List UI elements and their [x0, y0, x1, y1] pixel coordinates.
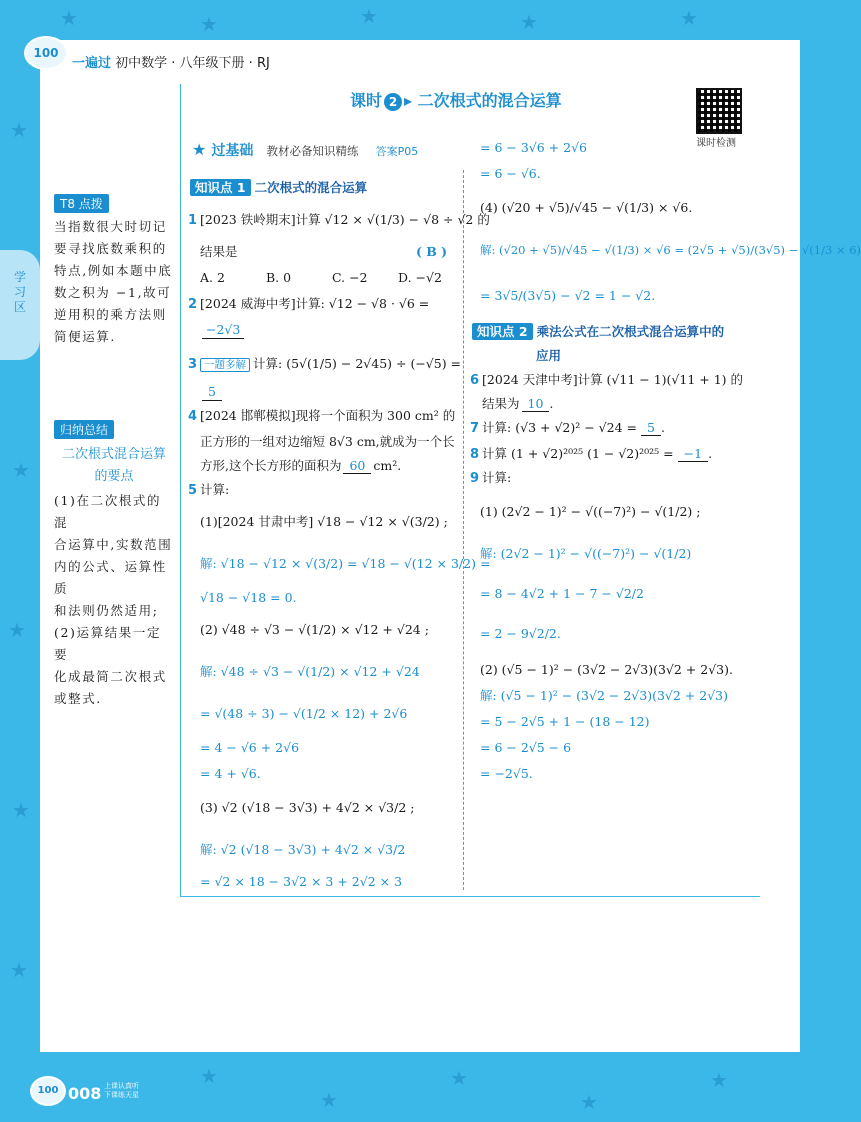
q9-text: 计算: [482, 470, 512, 485]
q3-text: 计算: (5√(1/5) − 2√45) ÷ (−√5) = [253, 356, 462, 371]
q5-2-solution-3: = 4 − √6 + 2√6 [200, 740, 300, 755]
q4-text: [2024 邯郸模拟]现将一个面积为 300 cm² 的 [200, 408, 456, 423]
star-mascot-icon: ★ [192, 140, 207, 159]
kp1-title: 二次根式的混合运算 [254, 180, 368, 195]
tip-line: 逆用积的乘方法则 [54, 307, 167, 322]
q6-text2: 结果为 [482, 396, 520, 411]
q3-answer: 5 [202, 384, 222, 401]
brand-rest: 初中数学 · 八年级下册 · RJ [115, 56, 270, 71]
q5-3-solution-3: = 6 − 3√6 + 2√6 [480, 140, 587, 155]
tip-line: 简便运算. [54, 329, 116, 344]
left-frame [0, 0, 40, 1122]
star-icon: ★ [520, 10, 538, 34]
footer-logo-icon: 100 [30, 1076, 66, 1106]
triangle-icon: ▸ [404, 91, 413, 110]
q9-2-solution-2: = 5 − 2√5 + 1 − (18 − 12) [480, 714, 650, 729]
tip-text [54, 216, 174, 348]
q9-1-solution-3: = 2 − 9√2/2. [480, 626, 561, 641]
q4-line3 [200, 458, 401, 474]
star-icon: ★ [10, 958, 28, 982]
star-icon: ★ [60, 6, 78, 30]
q9-line: 9 计算: [470, 470, 512, 486]
summary-line: 和法则仍然适用; [54, 603, 159, 618]
q1-line2: 结果是 [200, 244, 238, 259]
tip-line: 数之积为 −1,故可 [54, 285, 172, 300]
column-divider [180, 84, 181, 896]
tip-line: 特点,例如本题中底 [54, 263, 173, 278]
q5-1-solution-2: √18 − √18 = 0. [200, 590, 297, 605]
q9-2-solution-1: 解: (√5 − 1)² − (3√2 − 2√3)(3√2 + 2√3) [480, 688, 728, 703]
section-subtitle: 教材必备知识精练 [266, 144, 359, 158]
lesson-prefix: 课时 [350, 91, 383, 110]
star-icon: ★ [12, 458, 30, 482]
section-title: 过基础 [211, 143, 254, 159]
tip-line: 当指数很大时切记 [54, 219, 167, 234]
q9-1: (1) (2√2 − 1)² − √((−7)²) − √(1/2) ; [480, 504, 701, 519]
star-icon: ★ [12, 798, 30, 822]
q9-2: (2) (√5 − 1)² − (3√2 − 2√3)(3√2 + 2√3). [480, 662, 733, 677]
kp2-title-1: 乘法公式在二次根式混合运算中的 [536, 324, 725, 339]
star-icon: ★ [200, 12, 218, 36]
side-tab-label: 学习区 [14, 270, 27, 314]
star-icon: ★ [320, 1088, 338, 1112]
footer-motto: 上课认真听 下课练天星 [104, 1082, 139, 1099]
star-icon: ★ [450, 1066, 468, 1090]
qr-code-icon[interactable] [696, 88, 742, 134]
tip-label: T8 点拨 [54, 194, 109, 213]
q9-2-solution-3: = 6 − 2√5 − 6 [480, 740, 572, 755]
q6-text: [2024 天津中考]计算 (√11 − 1)(√11 + 1) 的 [482, 372, 744, 387]
q9-2-solution-4: = −2√5. [480, 766, 533, 781]
middle-divider [463, 170, 464, 890]
summary-title [54, 444, 174, 488]
brand-line [72, 52, 270, 71]
star-icon: ★ [680, 6, 698, 30]
section-header [192, 140, 418, 160]
summary-line: 或整式. [54, 691, 102, 706]
q5-3: (3) √2 (√18 − 3√3) + 4√2 × √3/2 ; [200, 800, 415, 815]
q6-line2: 结果为 10 . [482, 396, 554, 411]
knowledge-point-1 [190, 178, 367, 196]
q4-line2: 正方形的一组对边缩短 8√3 cm,就成为一个长 [200, 434, 455, 449]
page-number: 008 [68, 1084, 102, 1103]
q6-line1: 6 [2024 天津中考]计算 (√11 − 1)(√11 + 1) 的 [470, 372, 744, 388]
q7-text: 计算: (√3 + √2)² − √24 = [482, 420, 637, 435]
q2-line1: 2 [2024 威海中考]计算: √12 − √8 · √6 = [188, 296, 430, 312]
star-icon: ★ [710, 1068, 728, 1092]
kp2-title-2: 应用 [536, 348, 562, 363]
q5-1: (1)[2024 甘肃中考] √18 − √12 × √(3/2) ; [200, 514, 448, 529]
q5-2-solution-4: = 4 + √6. [200, 766, 261, 781]
q5-line1: 5 计算: [188, 482, 230, 498]
q9-1-solution-2: = 8 − 4√2 + 1 − 7 − √2/2 [480, 586, 644, 601]
brand-highlight: 一遍过 [72, 56, 112, 71]
q1-text: [2023 铁岭期末]计算 √12 × √(1/3) − √8 ÷ √2 的 [200, 212, 490, 227]
logo-icon: 100 [24, 36, 68, 70]
summary-line: 合运算中,实数范围 [54, 537, 173, 552]
q1-line1: 1 [2023 铁岭期末]计算 √12 × √(1/3) − √8 ÷ √2 的 [188, 212, 490, 228]
q7-answer: 5 [641, 420, 661, 436]
q4-answer: 60 [343, 458, 371, 474]
q5-4-solution-2: = 3√5/(3√5) − √2 = 1 − √2. [480, 288, 656, 303]
q5-4: (4) (√20 + √5)/√45 − √(1/3) × √6. [480, 200, 693, 215]
knowledge-point-2 [472, 322, 724, 340]
q1-option-a[interactable]: A. 2 [200, 270, 225, 285]
star-icon: ★ [8, 618, 26, 642]
q8-answer: −1 [678, 446, 708, 462]
lesson-number: 2 [384, 93, 402, 111]
q7-line: 7 计算: (√3 + √2)² − √24 = 5 . [470, 420, 665, 436]
qr-label: 课时检测 [696, 138, 736, 149]
summary-text [54, 490, 174, 710]
q2-text: [2024 威海中考]计算: √12 − √8 · √6 = [200, 296, 430, 311]
q6-answer: 10 [522, 396, 550, 412]
answer-ref[interactable]: 答案P05 [375, 145, 419, 158]
lesson-title-text: 二次根式的混合运算 [417, 91, 562, 110]
lesson-title [350, 88, 562, 111]
q4-line1: 4 [2024 邯郸模拟]现将一个面积为 300 cm² 的 [188, 408, 456, 424]
q8-text: 计算 (1 + √2)²⁰²⁵ (1 − √2)²⁰²⁵ = [482, 446, 674, 461]
q5-2-solution-2: = √(48 ÷ 3) − √(1/2 × 12) + 2√6 [200, 706, 408, 721]
q5-text: 计算: [200, 482, 230, 497]
q1-option-d[interactable]: D. −√2 [398, 270, 442, 285]
star-icon: ★ [580, 1090, 598, 1114]
tip-line: 要寻找底数乘积的 [54, 241, 167, 256]
summary-line: 内的公式、运算性质 [54, 559, 167, 596]
summary-title-line: 二次根式混合运算 [61, 447, 166, 462]
star-icon: ★ [360, 4, 378, 28]
q3-tag: 一题多解 [200, 358, 250, 372]
q1-option-c[interactable]: C. −2 [332, 270, 368, 285]
bottom-divider [180, 896, 760, 897]
summary-line: (1)在二次根式的混 [54, 493, 162, 530]
q4-text3: 方形,这个长方形的面积为 [200, 458, 342, 473]
q1-answer: ( B ) [416, 244, 448, 259]
star-icon: ★ [200, 1064, 218, 1088]
q1-option-b[interactable]: B. 0 [266, 270, 292, 285]
summary-title-line: 的要点 [94, 469, 134, 484]
q5-3-solution-4: = 6 − √6. [480, 166, 541, 181]
q3-line1: 3 一题多解 计算: (5√(1/5) − 2√45) ÷ (−√5) = [188, 356, 462, 372]
q2-answer: −2√3 [202, 322, 244, 339]
kp1-tag: 知识点 1 [190, 179, 251, 196]
q4-unit: cm². [373, 458, 402, 473]
q5-1-solution-1: 解: √18 − √12 × √(3/2) = √18 − √(12 × 3/2) = [200, 556, 491, 571]
q5-3-solution-1: 解: √2 (√18 − 3√3) + 4√2 × √3/2 [200, 842, 406, 857]
summary-line: 化成最简二次根式 [54, 669, 167, 684]
summary-line: (2)运算结果一定要 [54, 625, 162, 662]
q5-4-solution-1: 解: (√20 + √5)/√45 − √(1/3) × √6 = (2√5 + √5)/(3√5) − √(1/3 × 6) [480, 243, 861, 257]
star-icon: ★ [10, 118, 28, 142]
q5-3-solution-2: = √2 × 18 − 3√2 × 3 + 2√2 × 3 [200, 874, 403, 889]
q5-2-solution-1: 解: √48 ÷ √3 − √(1/2) × √12 + √24 [200, 664, 420, 679]
kp2-tag: 知识点 2 [472, 323, 533, 340]
q8-line: 8 计算 (1 + √2)²⁰²⁵ (1 − √2)²⁰²⁵ = −1 . [470, 446, 713, 462]
summary-label: 归纳总结 [54, 420, 114, 439]
q5-2: (2) √48 ÷ √3 − √(1/2) × √12 + √24 ; [200, 622, 429, 637]
q9-1-solution-1: 解: (2√2 − 1)² − √((−7)²) − √(1/2) [480, 546, 692, 561]
